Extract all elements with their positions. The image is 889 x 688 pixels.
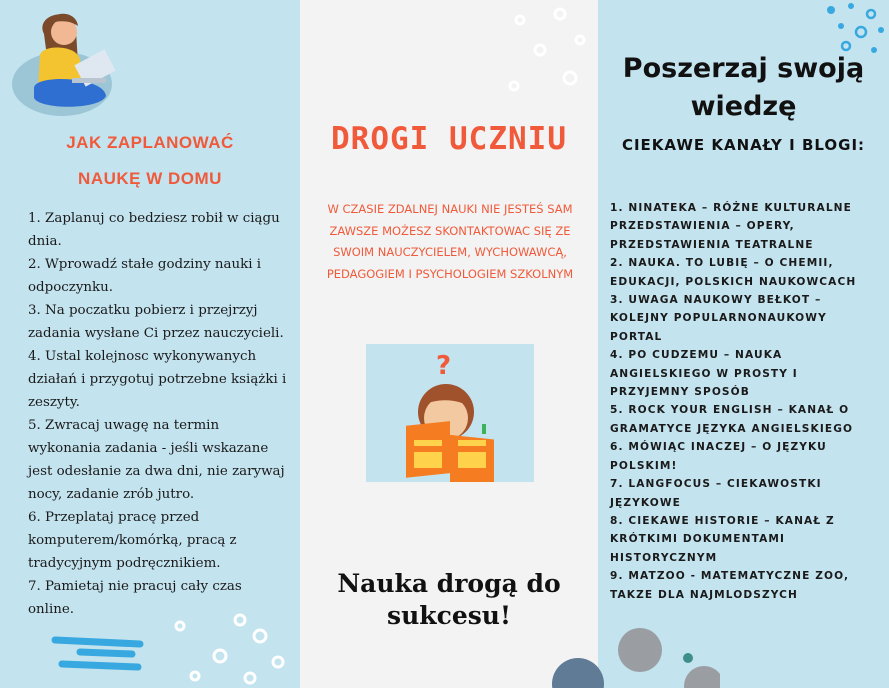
white-dots-decoration (160, 596, 300, 688)
list-item: 3. UWAGA NAUKOWY BEŁKOT – KOLEJNY POPULARNONAUKOWY PORTAL (610, 294, 827, 343)
list-item: 1. NINATEKA – RÓŻNE KULTURALNE PRZEDSTAWIENIA – OPERY, PRZEDSTAWIENIA TEATRALNE (610, 202, 852, 251)
girl-with-laptop-illustration (4, 4, 126, 120)
right-title (598, 50, 889, 126)
list-item: 4. PO CUDZEMU – NAUKA ANGIELSKIEGO W PROSTY I PRZYJEMNY SPOSÓB (610, 349, 798, 399)
right-title-line2: wiedzę (690, 91, 797, 122)
support-message: W CZASIE ZDALNEJ NAUKI NIE JESTEŚ SAM ZAWSZE MOŻESZ SKONTAKTOWAC SIĘ ZE SWOIM NAUCZYCIELEM, WYCHOWAWCĄ, PEDAGOGIEM I PSYCHOLOGIEM SZKOLNYM (326, 202, 574, 281)
right-subtitle: CIEKAWE KANAŁY I BLOGI: (621, 136, 866, 154)
list-item: 2. NAUKA. TO LUBIĘ – O CHEMII, EDUKACJI, POLSKICH NAUKOWCACH (610, 257, 857, 288)
left-panel (0, 0, 300, 688)
list-item: 5. Zwracaj uwagę na termin wykonania zadania - jeśli wskazane jest odesłanie za dwa dni, nie zarywaj nocy, zadanie zrób jutro. (28, 418, 285, 502)
list-item: 5. ROCK YOUR ENGLISH – KANAŁ O GRAMATYCE JĘZYKA ANGIELSKIEGO (610, 404, 854, 435)
right-panel (598, 0, 889, 688)
list-item: 9. MATZOO - MATEMATYCZNE ZOO, TAKZE DLA NAJMLODSZYCH (610, 570, 850, 601)
list-item: 7. LANGFOCUS – CIEKAWOSTKI JĘZYKOWE (610, 478, 822, 509)
study-plan-list (28, 207, 290, 621)
list-item: 3. Na poczatku pobierz i przejrzyj zadania wysłane Ci przez nauczycieli. (28, 303, 284, 341)
blue-brush-stroke-decoration (50, 634, 150, 674)
list-item: 1. Zaplanuj co bedziesz robił w ciągu dnia. (28, 211, 280, 249)
list-item: 6. Przeplataj pracę przed komputerem/komórką, pracą z tradycyjnym podręcznikiem. (28, 510, 237, 571)
middle-title: DROGI UCZNIU (331, 121, 567, 157)
student-reading-illustration (366, 344, 534, 482)
left-title-line1: JAK ZAPLANOWAĆ (66, 133, 234, 152)
list-item: 6. MÓWIĄC INACZEJ – O JĘZYKU POLSKIM! (610, 441, 827, 472)
grey-circles-decoration (540, 620, 720, 688)
channels-list (610, 199, 882, 604)
left-title-line2: NAUKĘ W DOMU (78, 169, 222, 188)
middle-panel (300, 0, 598, 688)
list-item: 4. Ustal kolejnosc wykonywanych działań i przygotuj potrzebne książki i zeszyty. (28, 349, 287, 410)
list-item: 7. Pamietaj nie pracuj cały czas online. (28, 579, 242, 617)
motto-line2: sukcesu! (387, 601, 511, 630)
list-item: 8. CIEKAWE HISTORIE – KANAŁ Z KRÓTKIMI DOKUMENTAMI HISTORYCZNYM (610, 514, 835, 564)
motto-line1: Nauka drogą do (337, 569, 561, 598)
right-title-line1: Poszerzaj swoją (622, 53, 865, 84)
list-item: 2. Wprowadź stałe godziny nauki i odpoczynku. (28, 257, 262, 295)
question-mark-icon: ? (436, 351, 452, 381)
white-dots-decoration (500, 0, 598, 110)
